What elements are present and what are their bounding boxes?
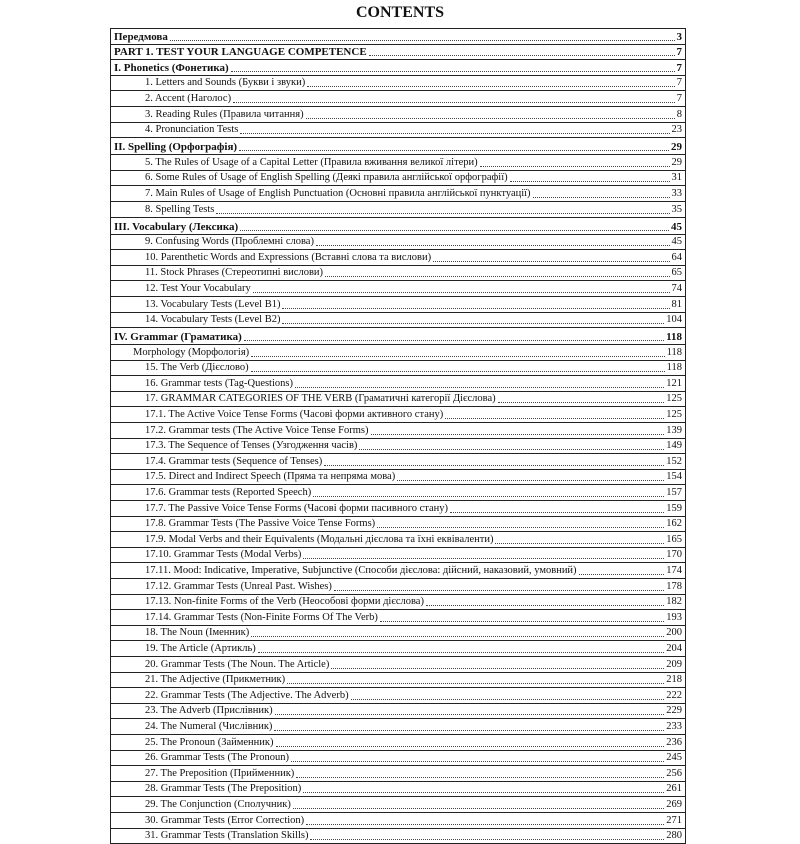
toc-page-number: 152: [664, 455, 685, 469]
toc-page-number: 261: [664, 782, 685, 796]
toc-entry-row: [111, 235, 685, 251]
toc-entry-row: [111, 281, 685, 297]
toc-page-number: 8: [675, 108, 685, 122]
toc-page-number: 118: [664, 330, 685, 344]
toc-page-number: 118: [665, 361, 685, 375]
toc-entry-label: II. Spelling (Орфографія): [114, 140, 239, 154]
dot-leader: [331, 667, 664, 669]
dot-leader: [377, 526, 664, 528]
toc-entry-row: [111, 345, 685, 361]
toc-entry-row: [111, 392, 685, 408]
dot-leader: [325, 275, 669, 277]
dot-leader: [307, 85, 675, 87]
toc-entry-row: [111, 266, 685, 282]
dot-leader: [380, 620, 664, 622]
table-of-contents: [110, 28, 686, 844]
dot-leader: [498, 401, 665, 403]
page-title: CONTENTS: [0, 3, 800, 23]
toc-entry-row: [111, 719, 685, 735]
toc-entry-row: [111, 107, 685, 123]
toc-entry-label: 1. Letters and Sounds (Букви і звуки): [145, 76, 307, 90]
dot-leader: [251, 635, 664, 637]
toc-entry-row: [111, 501, 685, 517]
toc-entry-label: IV. Grammar (Граматика): [114, 330, 244, 344]
toc-entry-row: [111, 626, 685, 642]
toc-entry-label: 17.3. The Sequence of Tenses (Узгодження часів): [145, 439, 359, 453]
dot-leader: [282, 307, 669, 309]
dot-leader: [495, 542, 664, 544]
toc-entry-row: [111, 123, 685, 139]
toc-page-number: 81: [670, 298, 686, 312]
toc-page-number: 271: [664, 814, 685, 828]
dot-leader: [216, 212, 669, 214]
toc-entry-row: [111, 782, 685, 798]
toc-page-number: 209: [664, 658, 685, 672]
dot-leader: [306, 117, 675, 119]
toc-entry-label: 17.2. Grammar tests (The Active Voice Tense Forms): [145, 424, 371, 438]
toc-page-number: 33: [670, 187, 686, 201]
toc-page-number: 74: [670, 282, 686, 296]
toc-page-number: 236: [664, 736, 685, 750]
toc-page-number: 29: [669, 140, 685, 154]
toc-entry-row: [111, 610, 685, 626]
toc-entry-label: III. Vocabulary (Лексика): [114, 220, 240, 234]
toc-entry-row: [111, 641, 685, 657]
toc-entry-label: 20. Grammar Tests (The Noun. The Article): [145, 658, 331, 672]
toc-entry-row: [111, 657, 685, 673]
toc-page-number: 45: [670, 235, 686, 249]
dot-leader: [291, 760, 664, 762]
toc-page-number: 29: [670, 156, 686, 170]
dot-leader: [334, 589, 664, 591]
toc-entry-row: [111, 454, 685, 470]
dot-leader: [313, 495, 664, 497]
toc-entry-row: [111, 829, 685, 844]
dot-leader: [303, 557, 664, 559]
toc-entry-row: [111, 202, 685, 218]
dot-leader: [233, 101, 675, 103]
toc-entry-row: [111, 563, 685, 579]
toc-page-number: 149: [664, 439, 685, 453]
toc-entry-label: 23. The Adverb (Прислівник): [145, 704, 275, 718]
dot-leader: [371, 433, 665, 435]
dot-leader: [274, 729, 664, 731]
toc-entry-label: Morphology (Морфологія): [133, 346, 251, 360]
toc-page-number: 65: [670, 266, 686, 280]
toc-entry-row: [111, 813, 685, 829]
dot-leader: [303, 791, 664, 793]
toc-page-number: 256: [664, 767, 685, 781]
dot-leader: [445, 417, 664, 419]
toc-entry-label: 2. Accent (Наголос): [145, 92, 233, 106]
toc-section-row: [111, 328, 685, 345]
toc-entry-label: 26. Grammar Tests (The Pronoun): [145, 751, 291, 765]
toc-entry-label: Передмова: [114, 30, 170, 44]
dot-leader: [359, 448, 664, 450]
toc-entry-row: [111, 548, 685, 564]
toc-page-number: 125: [664, 392, 685, 406]
dot-leader: [231, 70, 675, 72]
toc-entry-row: [111, 673, 685, 689]
dot-leader: [275, 713, 665, 715]
toc-page-number: 222: [664, 689, 685, 703]
dot-leader: [251, 355, 664, 357]
toc-entry-label: 25. The Pronoun (Займенник): [145, 736, 276, 750]
toc-entry-row: [111, 297, 685, 313]
dot-leader: [310, 838, 664, 840]
dot-leader: [397, 479, 664, 481]
dot-leader: [240, 132, 669, 134]
toc-entry-label: 12. Test Your Vocabulary: [145, 282, 253, 296]
toc-entry-label: 17.5. Direct and Indirect Speech (Пряма та непряма мова): [145, 470, 397, 484]
toc-page-number: 3: [675, 30, 686, 44]
toc-entry-label: 14. Vocabulary Tests (Level B2): [145, 313, 282, 327]
toc-page-number: 157: [664, 486, 685, 500]
toc-page-number: 245: [664, 751, 685, 765]
dot-leader: [510, 180, 670, 182]
dot-leader: [287, 682, 664, 684]
toc-page-number: 229: [664, 704, 685, 718]
dot-leader: [426, 604, 664, 606]
toc-entry-row: [111, 423, 685, 439]
toc-entry-row: [111, 470, 685, 486]
dot-leader: [433, 260, 669, 262]
toc-entry-label: 13. Vocabulary Tests (Level B1): [145, 298, 282, 312]
toc-page-number: 35: [670, 203, 686, 217]
toc-entry-label: 17.13. Non-finite Forms of the Verb (Неособові форми дієслова): [145, 595, 426, 609]
toc-entry-label: 8. Spelling Tests: [145, 203, 216, 217]
toc-entry-label: 17.4. Grammar tests (Sequence of Tenses): [145, 455, 324, 469]
toc-entry-label: PART 1. TEST YOUR LANGUAGE COMPETENCE: [114, 45, 369, 59]
toc-entry-row: [111, 439, 685, 455]
toc-page-number: 23: [670, 123, 686, 137]
toc-entry-label: 30. Grammar Tests (Error Correction): [145, 814, 306, 828]
toc-page-number: 174: [664, 564, 685, 578]
toc-entry-row: [111, 735, 685, 751]
toc-page-number: 193: [664, 611, 685, 625]
toc-section-row: [111, 218, 685, 235]
toc-page-number: 269: [664, 798, 685, 812]
dot-leader: [579, 573, 665, 575]
dot-leader: [253, 291, 670, 293]
toc-page-number: 159: [664, 502, 685, 516]
toc-page-number: 200: [664, 626, 685, 640]
toc-entry-label: 11. Stock Phrases (Стереотипні вислови): [145, 266, 325, 280]
toc-section-row: [111, 45, 685, 61]
toc-entry-label: 28. Grammar Tests (The Preposition): [145, 782, 303, 796]
toc-entry-label: 21. The Adjective (Прикметник): [145, 673, 287, 687]
toc-entry-label: I. Phonetics (Фонетика): [114, 61, 231, 75]
toc-entry-label: 7. Main Rules of Usage of English Punctuation (Основні правила англійської пунктуації): [145, 187, 533, 201]
dot-leader: [258, 651, 665, 653]
dot-leader: [480, 165, 670, 167]
toc-entry-row: [111, 313, 685, 329]
toc-page-number: 154: [664, 470, 685, 484]
toc-entry-label: 17.9. Modal Verbs and their Equivalents (Модальні дієслова та їхні еквіваленти): [145, 533, 495, 547]
toc-page-number: 7: [675, 76, 685, 90]
toc-entry-row: [111, 250, 685, 266]
toc-page-number: 7: [675, 92, 685, 106]
toc-entry-row: [111, 688, 685, 704]
toc-entry-label: 17.1. The Active Voice Tense Forms (Часові форми активного стану): [145, 408, 445, 422]
toc-page-number: 204: [664, 642, 685, 656]
dot-leader: [240, 229, 669, 231]
toc-page-number: 45: [669, 220, 685, 234]
toc-entry-label: 17.6. Grammar tests (Reported Speech): [145, 486, 313, 500]
toc-entry-label: 18. The Noun (Іменник): [145, 626, 251, 640]
dot-leader: [316, 244, 670, 246]
toc-entry-label: 17.12. Grammar Tests (Unreal Past. Wishes): [145, 580, 334, 594]
dot-leader: [533, 196, 670, 198]
toc-entry-label: 22. Grammar Tests (The Adjective. The Adverb): [145, 689, 351, 703]
dot-leader: [369, 54, 675, 56]
dot-leader: [276, 745, 665, 747]
toc-entry-row: [111, 579, 685, 595]
toc-page-number: 139: [664, 424, 685, 438]
toc-entry-label: 24. The Numeral (Числівник): [145, 720, 274, 734]
toc-entry-row: [111, 91, 685, 107]
toc-entry-label: 15. The Verb (Дієслово): [145, 361, 251, 375]
toc-page-number: 64: [670, 251, 686, 265]
toc-section-row: [111, 138, 685, 155]
toc-page-number: 233: [664, 720, 685, 734]
toc-page-number: 125: [664, 408, 685, 422]
toc-entry-row: [111, 704, 685, 720]
dot-leader: [296, 776, 664, 778]
toc-entry-label: 29. The Conjunction (Сполучник): [145, 798, 293, 812]
toc-entry-row: [111, 595, 685, 611]
toc-entry-row: [111, 155, 685, 171]
toc-page-number: 165: [664, 533, 685, 547]
dot-leader: [306, 823, 664, 825]
toc-entry-label: 17.11. Mood: Indicative, Imperative, Subjunctive (Способи дієслова: дійсний, наказовий, умовний): [145, 564, 579, 578]
toc-page-number: 104: [664, 313, 685, 327]
toc-page-number: 178: [664, 580, 685, 594]
toc-entry-row: [111, 485, 685, 501]
toc-entry-row: [111, 407, 685, 423]
toc-section-row: [111, 60, 685, 76]
toc-page-number: 121: [664, 377, 685, 391]
toc-page-number: 162: [664, 517, 685, 531]
toc-entry-label: 16. Grammar tests (Tag-Questions): [145, 377, 295, 391]
toc-entry-row: [111, 186, 685, 202]
toc-entry-row: [111, 532, 685, 548]
toc-page-number: 7: [675, 61, 686, 75]
toc-entry-label: 31. Grammar Tests (Translation Skills): [145, 829, 310, 843]
toc-entry-row: [111, 376, 685, 392]
toc-entry-label: 19. The Article (Артикль): [145, 642, 258, 656]
dot-leader: [293, 807, 664, 809]
dot-leader: [251, 370, 665, 372]
toc-entry-row: [111, 766, 685, 782]
toc-entry-label: 10. Parenthetic Words and Expressions (Вставні слова та вислови): [145, 251, 433, 265]
dot-leader: [324, 464, 664, 466]
toc-page-number: 170: [664, 548, 685, 562]
dot-leader: [295, 386, 664, 388]
toc-page-number: 182: [664, 595, 685, 609]
toc-page-number: 280: [664, 829, 685, 843]
toc-page-number: 7: [675, 45, 686, 59]
toc-entry-label: 3. Reading Rules (Правила читання): [145, 108, 306, 122]
dot-leader: [450, 511, 664, 513]
toc-entry-label: 9. Confusing Words (Проблемні слова): [145, 235, 316, 249]
toc-entry-label: 17. GRAMMAR CATEGORIES OF THE VERB (Граматичні категорії Дієслова): [145, 392, 498, 406]
toc-entry-row: [111, 517, 685, 533]
toc-page-number: 118: [665, 346, 685, 360]
toc-entry-row: [111, 76, 685, 92]
toc-entry-row: [111, 171, 685, 187]
toc-entry-label: 17.8. Grammar Tests (The Passive Voice Tense Forms): [145, 517, 377, 531]
toc-entry-label: 17.14. Grammar Tests (Non-Finite Forms Of The Verb): [145, 611, 380, 625]
dot-leader: [351, 698, 665, 700]
dot-leader: [282, 322, 664, 324]
toc-entry-label: 5. The Rules of Usage of a Capital Letter (Правила вживання великої літери): [145, 156, 480, 170]
toc-entry-label: 17.7. The Passive Voice Tense Forms (Часові форми пасивного стану): [145, 502, 450, 516]
toc-entry-label: 6. Some Rules of Usage of English Spelling (Деякі правила англійської орфографії): [145, 171, 510, 185]
toc-entry-label: 17.10. Grammar Tests (Modal Verbs): [145, 548, 303, 562]
toc-entry-label: 27. The Preposition (Прийменник): [145, 767, 296, 781]
toc-entry-row: [111, 361, 685, 377]
dot-leader: [244, 339, 664, 341]
dot-leader: [170, 39, 675, 41]
toc-page-number: 31: [670, 171, 686, 185]
dot-leader: [239, 149, 669, 151]
toc-page-number: 218: [664, 673, 685, 687]
toc-section-row: [111, 29, 685, 45]
toc-entry-row: [111, 751, 685, 767]
toc-entry-label: 4. Pronunciation Tests: [145, 123, 240, 137]
